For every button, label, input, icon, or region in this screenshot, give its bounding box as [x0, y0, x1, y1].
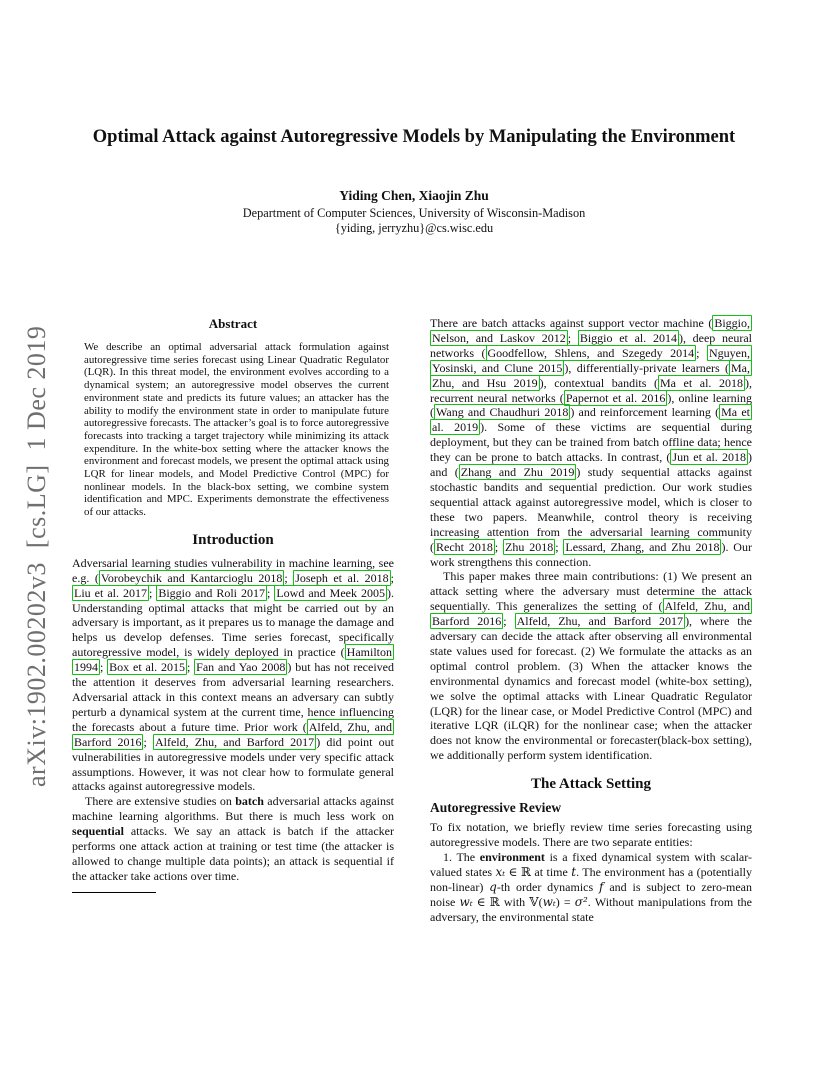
text-segment: ;	[555, 539, 564, 554]
text-segment: ;	[148, 585, 157, 600]
contributions-paragraph	[430, 569, 752, 763]
text-segment: Adversarial learning studies vulnerability in machine learning, see e.g. (	[72, 555, 394, 585]
citation-link[interactable]: Ma et al. 2018	[660, 375, 743, 390]
citation-link[interactable]: Biggio and Roli 2017	[158, 585, 265, 600]
text-segment: ). Our work strengthens this connection.	[430, 539, 752, 569]
citation-link[interactable]: Alfeld, Zhu, and Barford 2016	[74, 719, 392, 749]
text-segment: There are batch attacks against support vector machine (	[430, 316, 713, 330]
citation-link[interactable]: Zhu 2018	[505, 539, 554, 554]
left-column	[72, 316, 394, 893]
text-segment: attacks. We say an attack is batch if the attacker performs one attack action at training or test time (the attacker is allowed to change multiple data points); an attack is sequential if the attacker take actions over time.	[72, 824, 394, 883]
text-segment: . The environment has a (potentially non-linear)	[430, 864, 752, 894]
citation-link[interactable]: Hamilton 1994	[74, 645, 392, 675]
environment-definition-paragraph	[430, 850, 752, 925]
text-segment: adversarial attacks against machine learning algorithms. But there is much less work on	[72, 794, 394, 824]
math-inline: σ²	[574, 894, 588, 909]
footnote-rule	[72, 892, 156, 893]
citation-link[interactable]: Lessard, Zhang, and Zhu 2018	[565, 539, 720, 554]
math-inline: t	[571, 864, 577, 879]
text-segment: To fix notation, we briefly review time series forecasting using autoregressive models. There are two separate entities:	[430, 820, 752, 850]
citation-link[interactable]: Nguyen, Yosinski, and Clune 2015	[432, 345, 750, 375]
text-segment: ;	[143, 734, 153, 749]
text-segment: is a fixed dynamical system with scalar-valued states	[430, 850, 752, 879]
text-segment: ), deep neural networks (	[430, 330, 752, 360]
attack-setting-heading: The Attack Setting	[531, 776, 651, 793]
text-segment: ;	[696, 345, 707, 360]
text-segment: ), where the adversary can decide the attack after observing all environmental state values used for forecast. (2) We formulate the attacks as an optimal control problem. (3) When the attacker knows the environmental dynamics and forecast model (white-box setting), we solve the optimal attacks with Linear Quadratic Regulator (LQR) for the linear case, or Model Predictive Control (MPC) and iterative LQR (iLQR) for the nonlinear case; when the attacker does not know the environmental or forecaster(black-box setting), we additionally perform system identification.	[430, 614, 752, 763]
citation-link[interactable]: Biggio et al. 2014	[579, 330, 677, 345]
citation-link[interactable]: Biggio, Nelson, and Laskov 2012	[432, 316, 750, 345]
text-segment: ) study sequential attacks against stochastic bandits and sequential prediction. Our work studies sequential attack against autoregressive model, which is closer to these two papers. Meanwhile, control theory is receiving increasing attention from the adversarial learning community (	[430, 465, 752, 554]
text-segment: ;	[390, 570, 394, 585]
text-segment: ;	[267, 585, 275, 600]
text-segment: ∈ ℝ with 𝕍(	[472, 894, 543, 909]
text-segment: batch	[235, 794, 264, 809]
text-segment: ∈ ℝ at time	[505, 864, 572, 879]
citation-link[interactable]: Papernot et al. 2016	[565, 390, 666, 405]
affiliation-line: Department of Computer Sciences, University of Wisconsin-Madison	[242, 206, 586, 220]
authors-line: Yiding Chen, Xiaojin Zhu	[339, 188, 489, 203]
text-segment: 1. The	[443, 850, 480, 864]
text-segment: environment	[479, 850, 545, 864]
citation-link[interactable]: Lowd and Meek 2005	[276, 585, 385, 600]
abstract-paragraph: We describe an optimal adversarial attack formulation against autoregressive time series forecast using Linear Quadratic Regulator (LQR). In this threat model, the environment evolves according to a dynamical system; an autoregressive model observes the current environment state and predicts its future values; an attacker has the ability to modify the environment state in order to manipulate future autoregressive forecasts. The attacker’s goal is to force autoregressive forecasts into tracking a target trajectory while minimizing its attack expenditure. In the white-box setting where the attacker knows the environment and forecast models, we present the optimal attack using LQR for linear models, and Model Predictive Control (MPC) for nonlinear models. In the black-box setting, we combine system identification and MPC. Experiments demonstrate the effectiveness of our attacks.	[84, 341, 389, 519]
text-segment: ), contextual bandits (	[539, 375, 658, 390]
text-segment: ) =	[555, 894, 575, 909]
right-column	[430, 316, 752, 925]
text-segment: ) but has not received the attention it deserves from adversarial learning researchers. Adversarial attack in this context means an adversary can subtly perturb a dynamical system at the current time, hence influencing the forecasts about a future time. Prior work (	[72, 660, 394, 734]
citation-link[interactable]: Ma, Zhu, and Hsu 2019	[432, 360, 751, 390]
text-segment: ;	[503, 614, 515, 629]
citation-link[interactable]: Vorobeychik and Kantarcioglu 2018	[100, 570, 283, 585]
text-segment: ;	[187, 660, 195, 675]
text-segment: . Without manipulations from the adversary, the environmental state	[430, 894, 752, 924]
citation-link[interactable]: Fan and Yao 2008	[196, 660, 286, 675]
text-segment: ). Understanding optimal attacks that might be carried out by an adversary is important, as it prepares us to manage the damage and helps us develop defenses. Time series forecast, specifically autoregressive model, is widely deployed in practice (	[72, 585, 394, 660]
text-segment: and is subject to zero-mean noise	[430, 879, 752, 909]
citation-link[interactable]: Alfeld, Zhu, and Barford 2017	[154, 734, 315, 749]
autoregressive-review-heading: Autoregressive Review	[430, 800, 562, 816]
citation-link[interactable]: Ma et al. 2019	[432, 405, 750, 435]
intro-paragraph-2	[72, 794, 394, 883]
text-segment: ;	[567, 330, 578, 345]
math-inline: f	[599, 879, 604, 894]
notation-paragraph	[430, 820, 752, 850]
email-line: {yiding, jerryzhu}@cs.wisc.edu	[334, 221, 494, 235]
citation-link[interactable]: Box et al. 2015	[109, 660, 185, 675]
text-segment: -th order dynamics	[496, 879, 600, 894]
citation-link[interactable]: Goodfellow, Shlens, and Szegedy 2014	[487, 345, 695, 360]
citation-link[interactable]: Liu et al. 2017	[74, 585, 147, 600]
intro-paragraph-1	[72, 556, 394, 795]
text-segment: ;	[100, 660, 108, 675]
text-segment: sequential	[72, 824, 125, 839]
paper-title: Optimal Attack against Autoregressive Models by Manipulating the Environment	[92, 127, 736, 147]
text-segment: ) and reinforcement learning (	[570, 405, 720, 420]
text-segment: ) and (	[430, 450, 753, 480]
text-segment: ), differentially-private learners (	[564, 360, 730, 375]
math-inline: wₜ	[459, 894, 473, 909]
citation-link[interactable]: Wang and Chaudhuri 2018	[436, 405, 569, 420]
text-segment: ) did point out vulnerabilities in autoregressive models under very specific attack assumptions. However, it was not clear how to formulate general attacks against autoregressive models.	[72, 734, 394, 794]
citation-link[interactable]: Zhang and Zhu 2019	[460, 465, 575, 480]
text-segment: ;	[494, 539, 504, 554]
citation-link[interactable]: Alfeld, Zhu, and Barford 2016	[432, 599, 750, 629]
text-segment: ). Some of these victims are sequential during deployment, but they can be trained from batch offline data; hence they can be prone to batch attacks. In contrast, (	[430, 420, 752, 465]
math-inline: wₜ	[542, 894, 556, 909]
text-segment: ), online learning (	[430, 390, 752, 420]
text-segment: ), recurrent neural networks (	[430, 375, 752, 405]
introduction-heading: Introduction	[192, 531, 274, 548]
citation-link[interactable]: Joseph et al. 2018	[295, 570, 389, 585]
text-segment: ;	[284, 570, 294, 585]
text-segment: There are extensive studies on	[85, 794, 236, 809]
math-inline: q	[489, 879, 497, 894]
abstract-heading: Abstract	[208, 316, 258, 331]
text-segment: This paper makes three main contributions: (1) We present an attack setting where the adversary must determine the attack sequentially. This generalizes the setting of (	[430, 569, 752, 614]
citation-link[interactable]: Alfeld, Zhu, and Barford 2017	[516, 614, 684, 629]
related-work-paragraph	[430, 316, 752, 569]
citation-link[interactable]: Recht 2018	[436, 539, 493, 554]
arxiv-watermark: arXiv:1902.00202v3 [cs.LG] 1 Dec 2019	[22, 325, 51, 787]
citation-link[interactable]: Jun et al. 2018	[672, 450, 747, 465]
math-inline: xₜ	[495, 864, 506, 879]
